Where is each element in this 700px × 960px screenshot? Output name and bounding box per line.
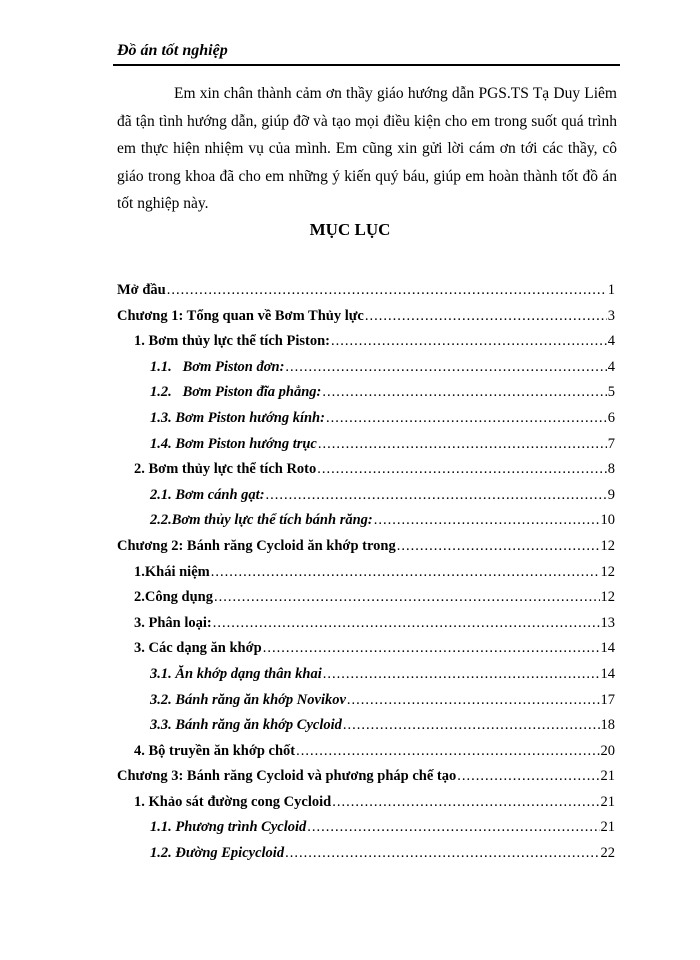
toc-entry-page: 21 [600,768,615,785]
toc-entry[interactable] [117,717,615,743]
toc-leader [317,461,606,478]
toc-entry-title: Mở đầu [117,282,166,298]
toc-entry[interactable] [117,538,615,564]
toc-entry-title: 2.Công dụng [134,589,213,606]
toc-leader [307,819,599,836]
toc-leader [213,615,600,632]
toc-leader [331,333,607,350]
toc-entry[interactable] [117,768,615,794]
toc-entry-title: 1.Khái niệm [134,563,210,580]
toc-entry[interactable] [117,743,615,769]
toc-entry-page: 12 [600,563,615,580]
acknowledgement-paragraph: Em xin chân thành cảm ơn thầy giáo hướng dẫn PGS.TS Tạ Duy Liêm đã tận tình hướng dẫn, giúp đỡ và tạo mọi điều kiện cho em trong suốt quá trình em thực hiện nhiệm vụ của mình. Em cũng xin gửi lời cám ơn tới các thầy, cô giáo trong khoa đã cho em những ý kiến quý báu, giúp em hoàn thành tốt đồ án tốt nghiệp này. [117,85,617,212]
toc-entry-page: 21 [600,819,615,836]
toc-entry-page: 12 [600,589,615,606]
toc-leader [285,359,606,376]
toc-entry-title: 1.4. Bơm Piston hướng trục [150,435,317,452]
toc-leader [457,768,599,785]
toc-entry-title: 1.2. Bơm Piston đĩa phẳng: [150,384,322,401]
toc-entry-page: 7 [607,435,615,452]
toc-entry-page: 14 [600,640,615,657]
toc-entry-page: 8 [607,461,615,478]
toc-entry-page: 12 [600,537,615,554]
toc-entry[interactable] [117,359,615,385]
toc-entry-page: 18 [600,717,615,734]
toc-leader [343,717,600,734]
page-header: Đồ án tốt nghiệp [117,42,228,59]
toc-entry-title: 1.3. Bơm Piston hướng kính: [150,409,325,426]
toc-entry-title: 2.1. Bơm cánh gạt: [150,486,265,503]
toc-entry-page: 20 [600,742,615,759]
toc-entry[interactable] [117,436,615,462]
toc-entry-title: 1.1. Bơm Piston đơn: [150,358,285,375]
toc-entry-page: 22 [600,845,615,862]
toc-leader [296,743,599,760]
toc-entry-title: 3. Phân loại: [134,614,212,631]
toc-leader [266,487,607,504]
toc-entry[interactable] [117,308,615,334]
toc-entry[interactable] [117,794,615,820]
toc-entry[interactable] [117,615,615,641]
toc-entry-page: 9 [607,486,615,503]
toc-entry-page: 21 [600,793,615,810]
toc-entry[interactable] [117,845,615,871]
toc-entry[interactable] [117,589,615,615]
toc-entry-title: 1. Bơm thủy lực thể tích Piston: [134,333,330,350]
toc-entry-page: 10 [600,512,615,529]
toc-entry-title: 4. Bộ truyền ăn khớp chốt [134,742,296,759]
toc-leader [323,666,600,683]
toc-leader [326,410,607,427]
toc-entry[interactable] [117,282,615,308]
toc-entry-title: 1.1. Phương trình Cycloid [150,819,307,836]
toc-entry-title: Chương 3: Bánh răng Cycloid và phương pháp chế tạo [117,768,457,785]
toc-entry[interactable] [117,512,615,538]
header-divider [113,64,620,66]
toc-entry[interactable] [117,692,615,718]
toc-leader [332,794,599,811]
toc-leader [397,538,600,555]
toc-leader [211,564,600,581]
toc-entry-page: 4 [607,333,615,350]
toc-entry[interactable] [117,666,615,692]
toc-leader [285,845,599,862]
toc-leader [322,384,606,401]
toc-entry[interactable] [117,410,615,436]
toc-leader [263,640,600,657]
toc-entry[interactable] [117,487,615,513]
toc-entry-title: 2.2.Bơm thủy lực thể tích bánh răng: [150,512,373,529]
table-of-contents [117,282,615,871]
toc-entry-page: 4 [607,358,615,375]
toc-leader [347,692,600,709]
toc-entry[interactable] [117,564,615,590]
toc-leader [167,282,607,299]
toc-title: MỤC LỤC [309,220,391,239]
toc-entry-page: 1 [607,282,615,298]
toc-entry[interactable] [117,384,615,410]
toc-entry-page: 3 [607,307,615,324]
toc-entry-page: 13 [600,614,615,631]
toc-entry-page: 6 [607,409,615,426]
toc-entry-page: 17 [600,691,615,708]
toc-entry[interactable] [117,333,615,359]
toc-entry-title: 3.3. Bánh răng ăn khớp Cycloid [150,717,342,734]
toc-entry-title: 3.1. Ăn khớp dạng thân khai [150,665,322,682]
toc-entry-title: Chương 2: Bánh răng Cycloid ăn khớp trong [117,537,396,554]
toc-leader [365,308,607,325]
toc-entry-page: 14 [600,665,615,682]
toc-leader [214,589,600,606]
toc-entry-title: Chương 1: Tổng quan về Bơm Thủy lực [117,307,364,324]
toc-entry-title: 3. Các dạng ăn khớp [134,640,262,657]
toc-entry[interactable] [117,819,615,845]
toc-leader [374,512,600,529]
toc-entry-title: 3.2. Bánh răng ăn khớp Novikov [150,691,346,708]
toc-entry-title: 2. Bơm thủy lực thể tích Roto [134,461,317,478]
toc-entry-title: 1. Khảo sát đường cong Cycloid [134,793,332,810]
toc-entry-page: 5 [607,384,615,401]
toc-entry[interactable] [117,640,615,666]
toc-entry[interactable] [117,461,615,487]
toc-leader [318,436,607,453]
toc-entry-title: 1.2. Đường Epicycloid [150,845,285,862]
